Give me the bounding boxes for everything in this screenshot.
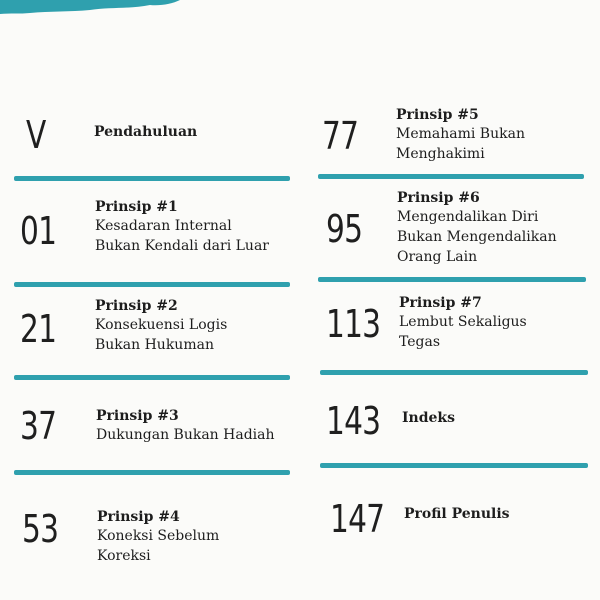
entry-line: Bukan Hukuman [95,337,214,353]
divider [318,174,584,179]
entry-line: Dukungan Bukan Hadiah [96,427,275,443]
toc-entry-indeks[interactable] [402,409,600,427]
entry-line: Memahami Bukan [396,126,525,142]
page-number: 143 [326,399,381,443]
page-number: 21 [20,307,57,351]
divider [320,370,588,375]
entry-title: Profil Penulis [404,506,510,522]
entry-title: Prinsip #2 [95,298,178,314]
entry-title: Prinsip #3 [96,408,179,424]
page-number: 37 [20,404,57,448]
entry-line: Orang Lain [397,249,478,265]
toc-entry-prinsip-3[interactable] [96,407,296,445]
page-number: 95 [326,207,363,251]
divider [14,176,290,181]
entry-title: Indeks [402,410,456,426]
decorative-brush-stroke [0,0,600,24]
entry-title: Prinsip #5 [396,107,479,123]
toc-entry-pendahuluan[interactable] [94,123,294,141]
divider [320,463,588,468]
entry-line: Kesadaran Internal [95,218,232,234]
entry-line: Bukan Mengendalikan [397,229,557,245]
divider [14,470,290,475]
entry-title: Prinsip #7 [399,295,482,311]
entry-line: Koneksi Sebelum [97,528,220,544]
divider [14,282,290,287]
entry-line: Bukan Kendali dari Luar [95,238,269,254]
page-number: 53 [22,507,59,551]
entry-title: Prinsip #4 [97,509,180,525]
page-number: 147 [330,497,385,541]
divider [14,375,290,380]
divider [318,277,586,282]
toc-entry-prinsip-2[interactable] [95,297,295,355]
toc-entry-prinsip-6[interactable] [397,189,597,267]
toc-entry-prinsip-5[interactable] [396,106,596,164]
page-number: 77 [322,114,359,158]
page-number: V [26,113,46,157]
entry-line: Mengendalikan Diri [397,209,539,225]
page-number: 113 [326,302,381,346]
entry-title: Prinsip #1 [95,199,178,215]
entry-line: Koreksi [97,548,151,564]
entry-title: Prinsip #6 [397,190,480,206]
entry-line: Lembut Sekaligus [399,314,527,330]
entry-line: Menghakimi [396,146,485,162]
entry-line: Konsekuensi Logis [95,317,228,333]
toc-entry-profil-penulis[interactable] [404,505,600,523]
page-number: 01 [20,209,57,253]
toc-entry-prinsip-1[interactable] [95,198,295,256]
toc-entry-prinsip-4[interactable] [97,508,297,566]
toc-entry-prinsip-7[interactable] [399,294,599,352]
entry-line: Tegas [399,334,441,350]
entry-title: Pendahuluan [94,124,198,140]
